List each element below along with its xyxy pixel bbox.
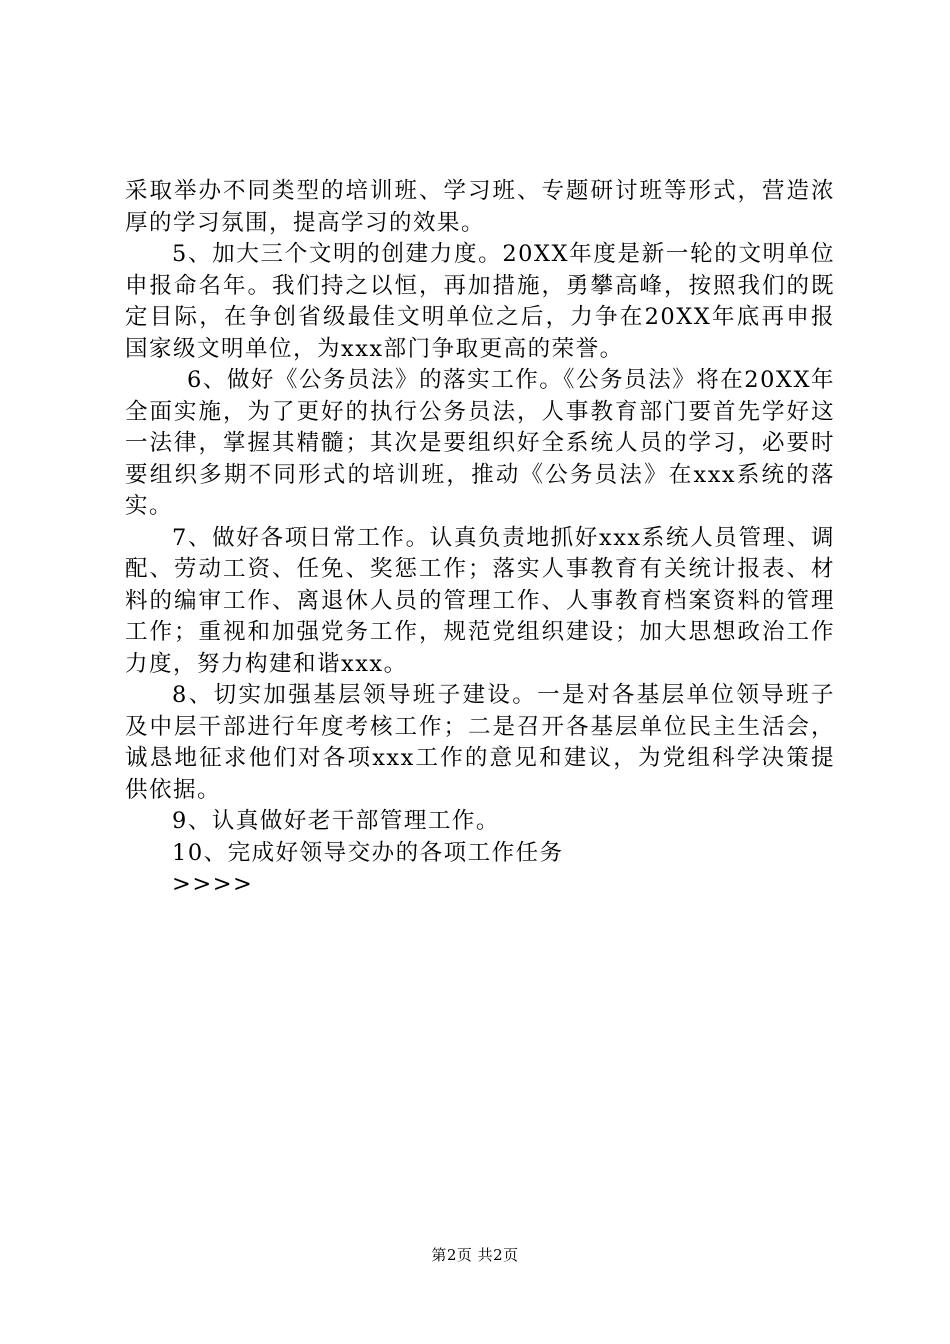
- page-number-label: 第2页 共2页: [431, 1246, 519, 1264]
- paragraph-item-5: 5、加大三个文明的创建力度。20XX年度是新一轮的文明单位申报命名年。我们持之以恒，再加措施，勇攀高峰，按照我们的既定目际，在争创省级最佳文明单位之后，力争在20XX年底再申报国家级文明单位，为xxx部门争取更高的荣誉。: [125, 241, 835, 362]
- paragraph-continuation: 采取举办不同类型的培训班、学习班、专题研讨班等形式，营造浓厚的学习氛围，提高学习的效果。: [125, 178, 835, 236]
- paragraph-item-7: 7、做好各项日常工作。认真负责地抓好xxx系统人员管理、调配、劳动工资、任免、奖惩工作；落实人事教育有关统计报表、材料的编审工作、离退休人员的管理工作、人事教育档案资料的管理工作；重视和加强党务工作，规范党组织建设；加大思想政治工作力度，努力构建和谐xxx。: [125, 524, 835, 677]
- page-footer: [0, 1244, 950, 1265]
- paragraph-item-9: 9、认真做好老干部管理工作。: [172, 808, 500, 834]
- paragraph-item-6: 6、做好《公务员法》的落实工作。《公务员法》将在20XX年全面实施，为了更好的执行公务员法，人事教育部门要首先学好这一法律，掌握其精髓；其次是要组织好全系统人员的学习，必要时要组织多期不同形式的培训班，推动《公务员法》在xxx系统的落实。: [125, 367, 835, 519]
- paragraph-item-8: 8、切实加强基层领导班子建设。一是对各基层单位领导班子及中层干部进行年度考核工作；二是召开各基层单位民主生活会，诚恳地征求他们对各项xxx工作的意见和建议，为党组科学决策提供依据。: [125, 682, 835, 803]
- paragraph-item-10: 10、完成好领导交办的各项工作任务: [172, 839, 564, 866]
- continuation-marker: >>>>: [172, 871, 254, 897]
- document-body: [125, 176, 835, 901]
